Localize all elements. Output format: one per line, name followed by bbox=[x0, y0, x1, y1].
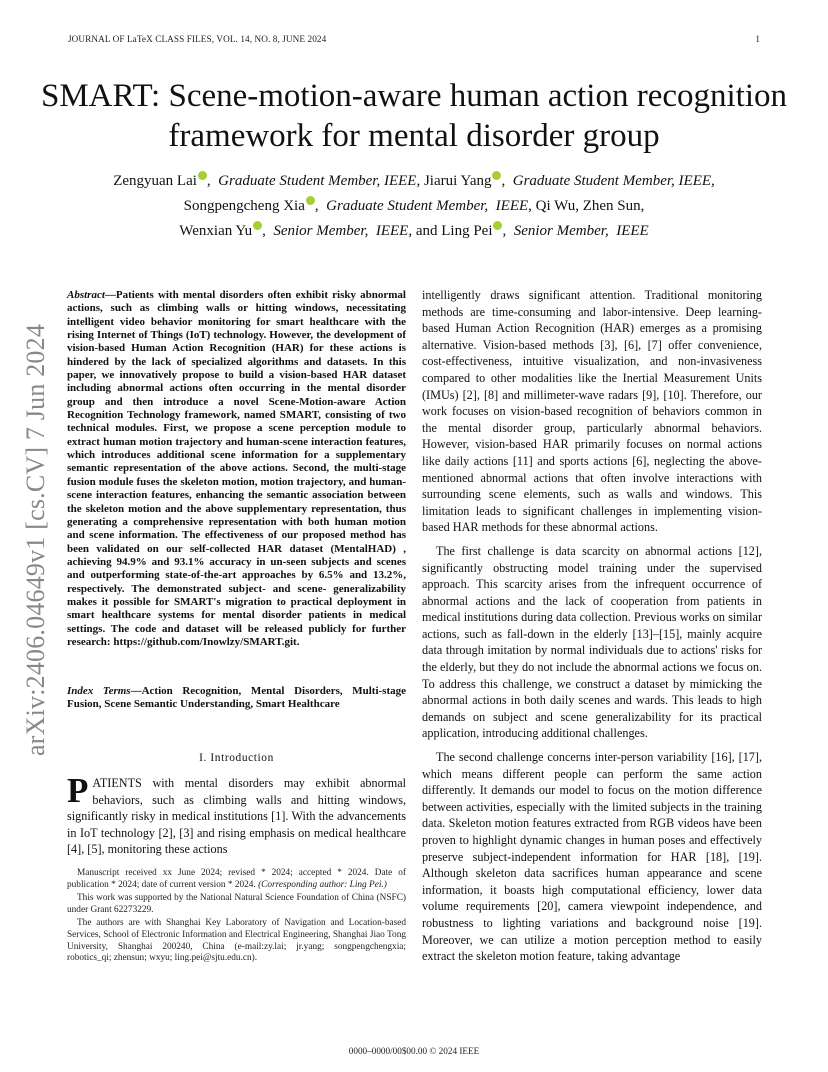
footnote-funding: This work was supported by the National Natural Science Foundation of China (NSFC) under Grant 62273229. bbox=[67, 893, 406, 915]
author-role: Graduate Student Member, IEEE, bbox=[218, 173, 421, 189]
author-name: Songpengcheng Xia bbox=[183, 198, 305, 214]
author-line-2 bbox=[60, 194, 768, 219]
abstract-text: —Patients with mental disorders often exhibit risky abnormal actions, such as climbing walls or hitting windows, necessitating intelligent video behavior monitoring for smart healthcare with the rising Internet of Things (IoT) technology. However, the development of vision-based Human Action Recognition (HAR) for these actions is hindered by the lack of specialized algorithms and datasets. In this paper, we innovatively propose to build a vision-based HAR dataset including abnormal actions often occurring in the mental disorder group and then introduce a novel Scene-Motion-aware Action Recognition Technology framework, named SMART, consisting of two technical modules. First, we propose a scene perception module to extract human motion trajectory and human-scene interaction features, which introduces additional scene information for a supplementary semantic representation of the above actions. Second, the multi-stage fusion module fuses the skeleton motion, motion trajectory, and human-scene interaction features, enhancing the semantic association between the skeleton motion and the above supplementary representation, thus generating a comprehensive representation with both human motion and scene information. The effectiveness of our proposed method has been validated on our self-collected HAR dataset (MentalHAD) , achieving 94.9% and 93.1% accuracy in un-seen subjects and scenes and outperforming state-of-the-art approaches by 6.5% and 13.2%, respectively. The demonstrated subject- and scene- generalizability makes it possible for SMART's migration to practical deployment in smart healthcare systems for mental disorder patients in medical settings. The code and dataset will be released publicly for further research: https://github.com/Inowlzy/SMART.git. bbox=[67, 289, 406, 648]
author-name: Wenxian Yu bbox=[179, 223, 253, 239]
body-paragraph: The second challenge concerns inter-person variability [16], [17], which means different people can perform the same action differently. It demands our model to focus on the motion difference between activities, especially with the limited subjects in the training data. Skeleton motion features extracted from RGB videos have been proven to highlight dynamic changes in human poses and effectively preserve subject-independent information for HAR [18], [19]. Although skeleton data sacrifices human appearance and scene information, it boasts high computational efficiency, lower data volume requirements [20], camera viewpoint independence, and robustness to lighting variations and background noise [19]. Moreover, we can utilize a motion perception method to easily extract the skeleton motion feature, taking advantage bbox=[422, 750, 762, 964]
author-line-1 bbox=[60, 169, 768, 194]
body-paragraph: intelligently draws significant attention. Traditional monitoring methods are time-consuming and labor-intensive. Deep learning-based Human Action Recognition (HAR) emerges as a promising alternative. Vision-based methods [3], [6], [7] offer convenience, cost-effectiveness, intuitive visualization, and non-invasiveness compared to other modalities like the Inertial Measurement Units (IMUs) [2], [8] and millimeter-wave radars [9], [10]. Therefore, our work focuses on vision-based recognition of behaviors common in the mental disorder group, particularly abnormal behaviors. However, vision-based HAR primarily focuses on normal actions like daily actions [11] and sports actions [6], neglecting the above-mentioned abnormal actions that often involve interactions with surrounding scene elements, such as walls and windows. This limitation leads to significant challenges in implementing vision-based HAR methods for these abnormal actions. bbox=[422, 288, 762, 535]
body-paragraph: The first challenge is data scarcity on abnormal actions [12], significantly obstructing model training under the supervised approach. This scarcity arises from the infrequent occurrence of abnormal actions and the lack of cooperation from patients in medical institutions during data collection. Previous works on similar actions, such as fall-down in the elderly [13]–[15], mainly acquire data through imitation by normal individuals due to actions' risks for the elderly, but they do not include the abnormal actions we focus on. To address this challenge, we construct a dataset by mimicking the abnormal actions in both daily scenes and wards. This leads to high demands on subject and scene generalizability for its practical application, introducing additional challenges. bbox=[422, 543, 762, 741]
footnote-manuscript bbox=[67, 868, 406, 891]
author-role: Senior Member, bbox=[513, 223, 609, 239]
author-name: Zengyuan Lai bbox=[113, 173, 197, 189]
index-terms bbox=[67, 685, 406, 712]
author-role: Senior Member, bbox=[273, 223, 369, 239]
separator: , bbox=[408, 223, 413, 239]
author-role-ieee: IEEE bbox=[495, 198, 529, 214]
intro-paragraph bbox=[67, 771, 406, 858]
paper-title: SMART: Scene-motion-aware human action recognition framework for mental disorder group bbox=[40, 78, 787, 154]
section-heading: I. Introduction bbox=[199, 752, 274, 764]
author-role: Graduate Student Member, bbox=[326, 198, 489, 214]
arxiv-stamp bbox=[13, 296, 53, 756]
author-role-ieee: IEEE bbox=[616, 223, 649, 239]
abstract bbox=[67, 289, 406, 649]
drop-cap: P bbox=[67, 771, 89, 810]
author-role-ieee: IEEE bbox=[375, 223, 409, 239]
index-terms-text: —Action Recognition, Mental Disorders, Multi-stage Fusion, Scene Semantic Understanding, Smart Healthcare bbox=[67, 685, 406, 711]
separator: , bbox=[206, 173, 211, 189]
author-line-3 bbox=[60, 219, 768, 244]
right-column-body bbox=[422, 287, 762, 965]
separator: , bbox=[528, 198, 532, 214]
orcid-icon[interactable] bbox=[198, 171, 207, 180]
separator: , bbox=[502, 223, 507, 239]
index-terms-label: Index Terms bbox=[67, 685, 131, 697]
footnotes bbox=[67, 868, 406, 965]
footnote-dates: Manuscript received xx June 2024; revised * 2024; accepted * 2024. Date of publication * 2024; date of current version * 2024. bbox=[67, 868, 406, 890]
orcid-icon[interactable] bbox=[253, 221, 262, 230]
journal-header: JOURNAL OF LaTeX CLASS FILES, VOL. 14, NO. 8, JUNE 2024 bbox=[68, 34, 327, 44]
separator: , bbox=[262, 223, 266, 239]
author-name: Qi Wu, Zhen Sun, bbox=[535, 198, 645, 214]
abstract-label: Abstract bbox=[67, 289, 105, 301]
author-name: and Ling Pei bbox=[415, 223, 493, 239]
separator: , bbox=[501, 173, 506, 189]
copyright-footer: 0000–0000/00$00.00 © 2024 IEEE bbox=[348, 1046, 480, 1056]
orcid-icon[interactable] bbox=[306, 196, 315, 205]
intro-text: ATIENTS with mental disorders may exhibit abnormal behaviors, such as climbing walls and hitting windows, significantly risky in medical institutions [1]. With the advancements in IoT technology [2], [3] and rising emphasis on medical healthcare [4], [5], monitoring these actions bbox=[67, 776, 406, 857]
arxiv-id[interactable]: arXiv:2406.04649v1 [cs.CV] 7 Jun 2024 bbox=[21, 323, 50, 756]
page-number: 1 bbox=[755, 34, 760, 44]
author-list bbox=[60, 169, 768, 244]
footnote-corresponding: (Corresponding author: Ling Pei.) bbox=[258, 879, 387, 890]
author-role: Graduate Student Member, IEEE, bbox=[512, 173, 715, 189]
author-name: Jiarui Yang bbox=[423, 173, 492, 189]
separator: , bbox=[314, 198, 319, 214]
footnote-affiliation: The authors are with Shanghai Key Laboratory of Navigation and Location-based Services, School of Electronic Information and Electrical Engineering, Shanghai Jiao Tong University, Shanghai 200240, China (e-mail:zy.lai; jr.yang; songpengchengxia; robotics_qi; zhensun; wxyu; ling.pei@sjtu.edu.cn). bbox=[67, 918, 406, 964]
